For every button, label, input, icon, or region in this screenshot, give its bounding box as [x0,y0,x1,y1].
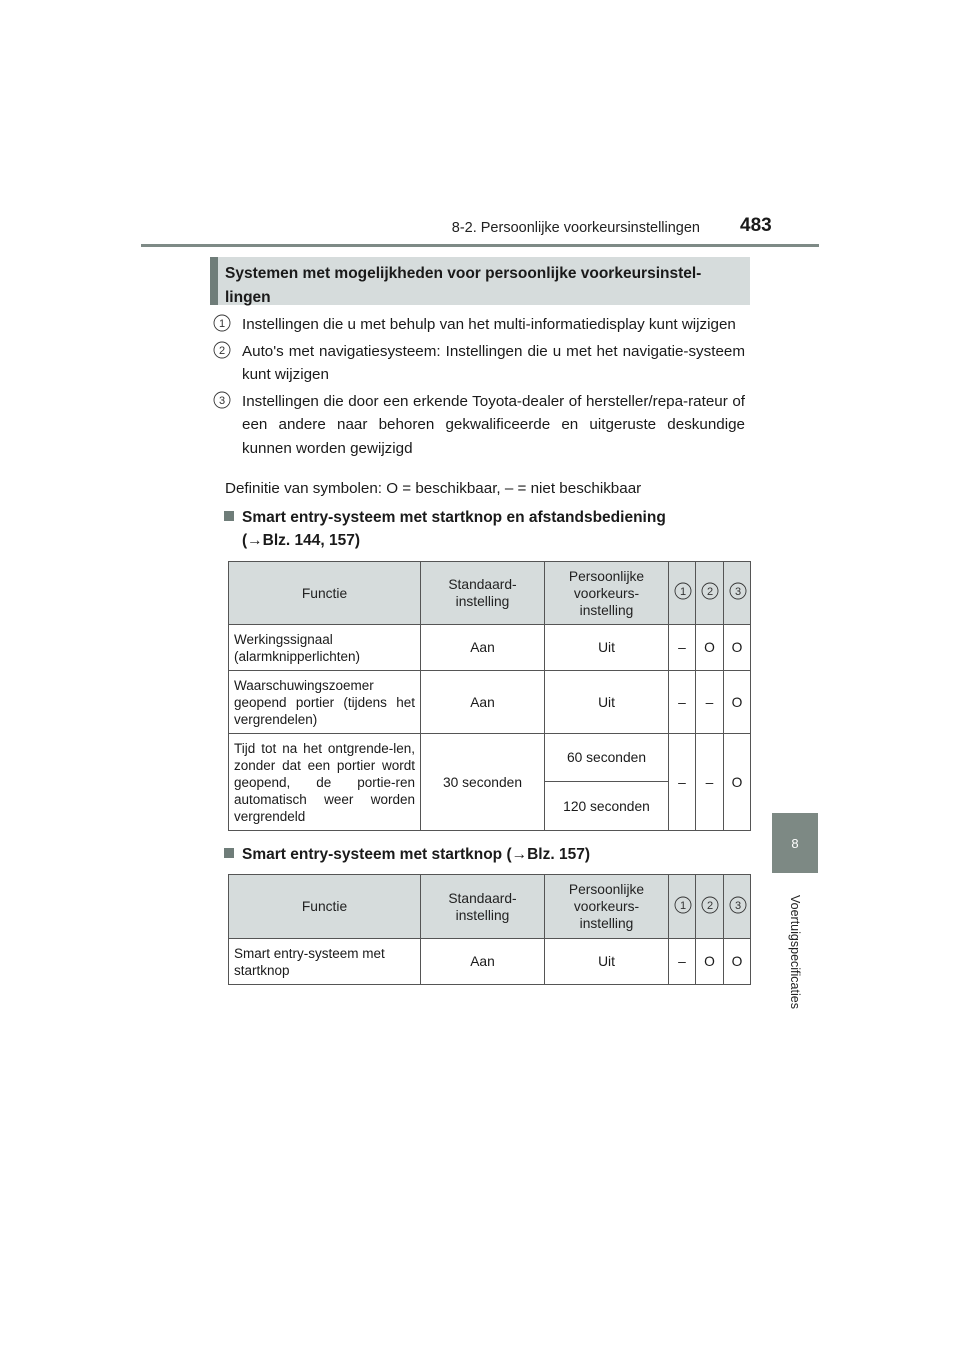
cell-c3: O [724,625,751,671]
cell-function: Smart entry-systeem met startknop [229,939,421,985]
subsection-page-ref[interactable]: (→Blz. 144, 157) [242,532,361,549]
subsection-heading-text: Smart entry-systeem met startknop (→Blz. 157) [242,846,591,863]
square-bullet-icon [224,848,234,858]
header-circled-1-icon [669,875,696,939]
cell-c1: – [669,939,696,985]
header-circled-3-icon [724,562,751,625]
svg-text:1: 1 [679,586,687,598]
cell-function: Werkingssignaal (alarmknipperlichten) [229,625,421,671]
subsection-heading [224,843,744,866]
circled-number-3-icon [213,391,231,415]
header-circled-3-icon [724,875,751,939]
chapter-tab[interactable] [772,813,818,873]
numbered-list [213,313,745,463]
table-row [229,939,751,985]
square-bullet-icon [224,511,234,521]
cell-default: Aan [421,939,545,985]
svg-text:3: 3 [218,394,226,407]
svg-text:1: 1 [218,318,226,330]
header-circled-2-icon [696,562,724,625]
settings-table [228,561,751,831]
chapter-number: 8 [791,835,799,851]
chapter-label-text: Voertuigspecificaties [788,895,802,1009]
page-number: 483 [740,215,772,236]
table-row [229,734,751,782]
settings-table [228,874,751,985]
header-circled-1-icon [669,562,696,625]
cell-default: 30 seconden [421,734,545,831]
header-default: Standaard-instelling [421,875,545,939]
cell-c2: O [696,625,724,671]
circled-number-2-icon [213,341,231,365]
cell-personal-option: 120 seconden [545,782,669,831]
chapter-label [780,882,810,1022]
cell-personal: Uit [545,625,669,671]
svg-text:2: 2 [706,899,714,912]
cell-c1: – [669,734,696,831]
circled-number-1-icon [213,314,231,338]
section-heading-box: Systemen met mogelijkheden voor persoonlijke voorkeursinstel-lingen [210,257,750,305]
svg-text:2: 2 [706,586,714,598]
header-function: Functie [229,562,421,625]
table-header-row [229,562,751,625]
svg-text:1: 1 [679,899,687,912]
cell-c3: O [724,734,751,831]
cell-c3: O [724,671,751,734]
symbol-definition: Definitie van symbolen: O = beschikbaar, – = niet beschikbaar [225,480,642,497]
header-personal: Persoonlijke voorkeurs-instelling [545,562,669,625]
cell-default: Aan [421,671,545,734]
list-item-text: Instellingen die u met behulp van het multi-informatiedisplay kunt wijzigen [242,316,736,333]
cell-function: Waarschuwingszoemer geopend portier (tijdens het vergrendelen) [229,671,421,734]
list-item-text: Auto's met navigatiesysteem: Instellingen die u met het navigatie-systeem kunt wijzigen [242,342,745,383]
cell-c2: – [696,671,724,734]
table-header-row [229,875,751,939]
section-title: 8-2. Persoonlijke voorkeursinstellingen [451,220,700,236]
cell-function: Tijd tot na het ontgrende-len, zonder dat een portier wordt geopend, de portie-ren automatisch weer worden vergrendeld [229,734,421,831]
cell-personal: Uit [545,671,669,734]
table-row [229,625,751,671]
cell-personal-option: 60 seconden [545,734,669,782]
cell-c3: O [724,939,751,985]
list-item [213,390,745,461]
list-item [213,313,745,337]
cell-c2: O [696,939,724,985]
subsection-heading-text: Smart entry-systeem met startknop en afstandsbediening [242,509,666,526]
header-function: Functie [229,875,421,939]
header-divider [141,244,819,247]
svg-text:3: 3 [734,899,742,912]
list-item-text: Instellingen die door een erkende Toyota-dealer of hersteller/repa-rateur of een andere naar behoren gekwalificeerde en uitgeruste deskundige kunnen worden gewijzigd [242,392,745,457]
header-default: Standaard-instelling [421,562,545,625]
cell-c1: – [669,671,696,734]
list-item [213,340,745,387]
table-row [229,671,751,734]
cell-c2: – [696,734,724,831]
subsection-heading [224,506,744,552]
cell-c1: – [669,625,696,671]
header-circled-2-icon [696,875,724,939]
cell-personal: Uit [545,939,669,985]
svg-text:2: 2 [218,344,226,357]
cell-default: Aan [421,625,545,671]
svg-text:3: 3 [734,586,742,598]
header-personal: Persoonlijke voorkeurs-instelling [545,875,669,939]
